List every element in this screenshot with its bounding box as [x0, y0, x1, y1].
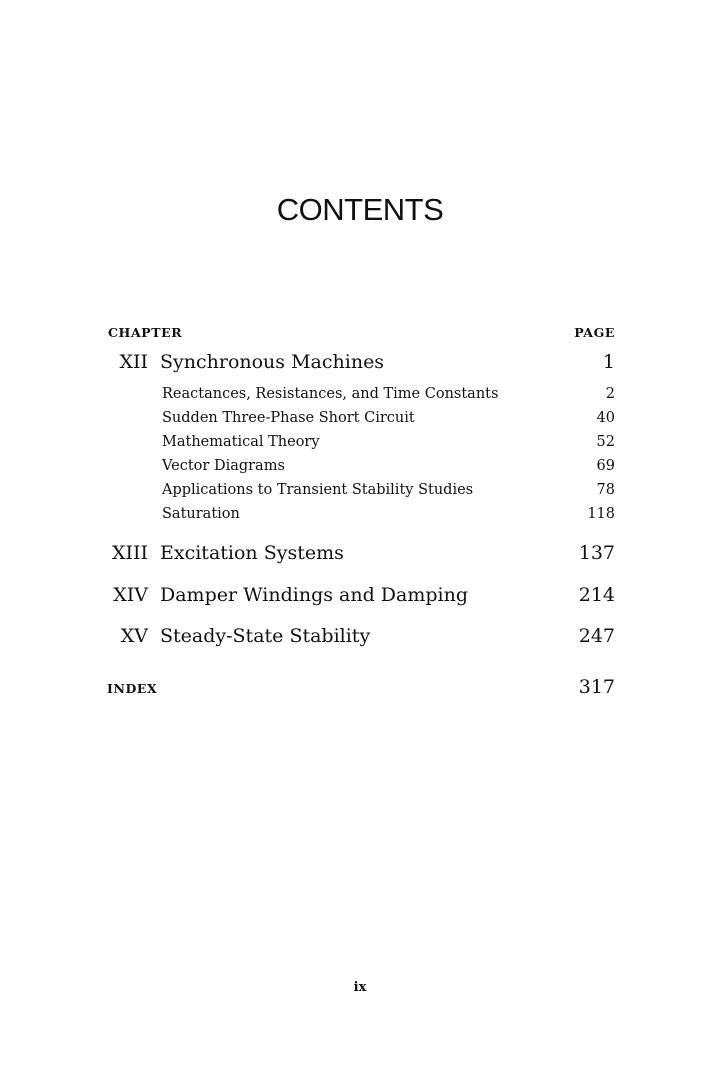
chapter-number: XIV — [113, 584, 148, 606]
section-title: Mathematical Theory — [162, 434, 320, 450]
section-title: Vector Diagrams — [162, 458, 285, 474]
section-title: Applications to Transient Stability Studies — [162, 482, 474, 498]
section-page: 2 — [605, 386, 615, 402]
section-title: Sudden Three-Phase Short Circuit — [162, 410, 415, 426]
page-folio: ix — [353, 980, 367, 995]
section-title: Saturation — [162, 506, 240, 522]
chapter-title: Synchronous Machines — [160, 351, 385, 373]
chapter-column-header: CHAPTER — [108, 325, 183, 340]
chapter-number: XV — [120, 625, 148, 647]
page-column-header: PAGE — [574, 325, 615, 340]
chapter-page: 247 — [578, 625, 615, 647]
section-page: 40 — [596, 410, 615, 426]
section-page: 52 — [596, 434, 615, 450]
index-label: INDEX — [107, 681, 158, 696]
section-page: 69 — [596, 458, 615, 474]
chapter-page: 214 — [578, 584, 615, 606]
index-page: 317 — [578, 676, 615, 698]
section-title: Reactances, Resistances, and Time Constants — [162, 386, 499, 402]
chapter-page: 137 — [578, 542, 615, 564]
chapter-number: XII — [119, 351, 148, 373]
chapter-number: XIII — [111, 542, 148, 564]
page-title: CONTENTS — [276, 192, 444, 227]
chapter-title: Damper Windings and Damping — [160, 584, 469, 606]
section-page: 78 — [596, 482, 615, 498]
section-page: 118 — [587, 506, 615, 522]
chapter-title: Excitation Systems — [160, 542, 344, 564]
chapter-title: Steady-State Stability — [160, 625, 371, 647]
chapter-page: 1 — [602, 351, 615, 373]
